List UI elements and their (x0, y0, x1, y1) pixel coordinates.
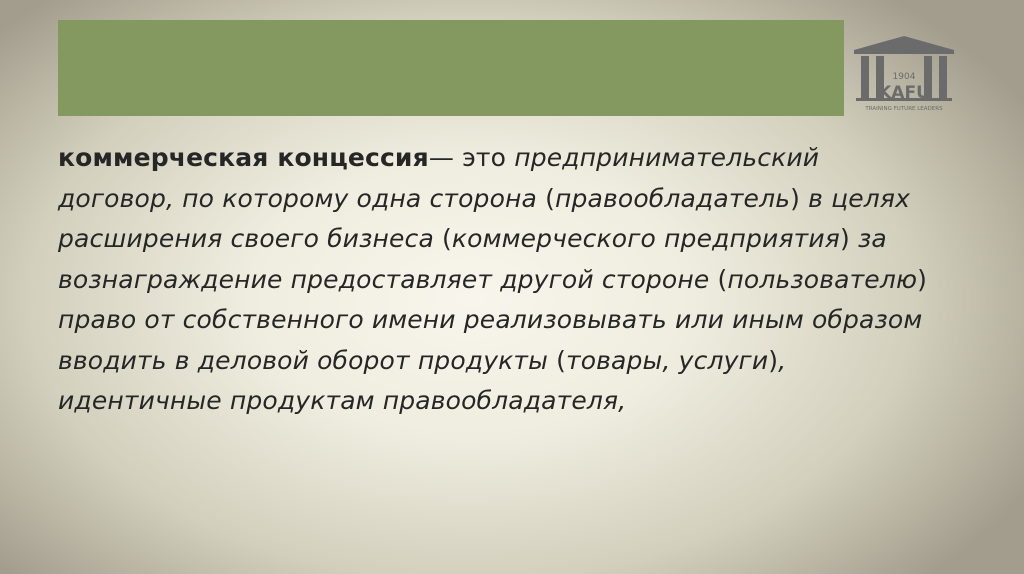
paren-open: ( (442, 224, 452, 253)
definition-body: предпринимательский договор, по которому одна сторона (58, 143, 820, 213)
definition-connector: это (462, 143, 515, 172)
definition-dash: — (428, 143, 463, 172)
paren-close: ) (790, 183, 800, 213)
logo-year: 1904 (892, 72, 916, 82)
definition-term: коммерческая концессия (58, 143, 429, 172)
definition-body: коммерческого предприятия (451, 224, 840, 253)
logo-tagline: TRAINING FUTURE LEADERS (865, 106, 943, 112)
definition-body: пользователю (727, 264, 918, 294)
paren-close: ) (917, 264, 928, 294)
definition-body: право от собственного имени реализовывать или иным образом вводить в деловой оборот продукты (58, 305, 923, 375)
paren-close: ) (839, 224, 850, 253)
definition-body: за вознаграждение предоставляет другой стороне (58, 224, 887, 294)
paren-open: ( (556, 345, 567, 375)
definition-body: правообладатель (555, 183, 791, 213)
definition-body: товары, услуги (566, 345, 769, 375)
definition-body: , идентичные продуктам правообладателя, (58, 345, 787, 415)
logo-name: KAFU (878, 83, 930, 103)
kafu-logo-icon (852, 34, 956, 118)
definition-paragraph (58, 138, 938, 422)
definition-body: в целях расширения своего бизнеса (58, 183, 911, 253)
paren-open: ( (717, 264, 728, 294)
title-bar (58, 20, 844, 116)
paren-open: ( (545, 183, 555, 213)
paren-close: ) (768, 345, 779, 375)
